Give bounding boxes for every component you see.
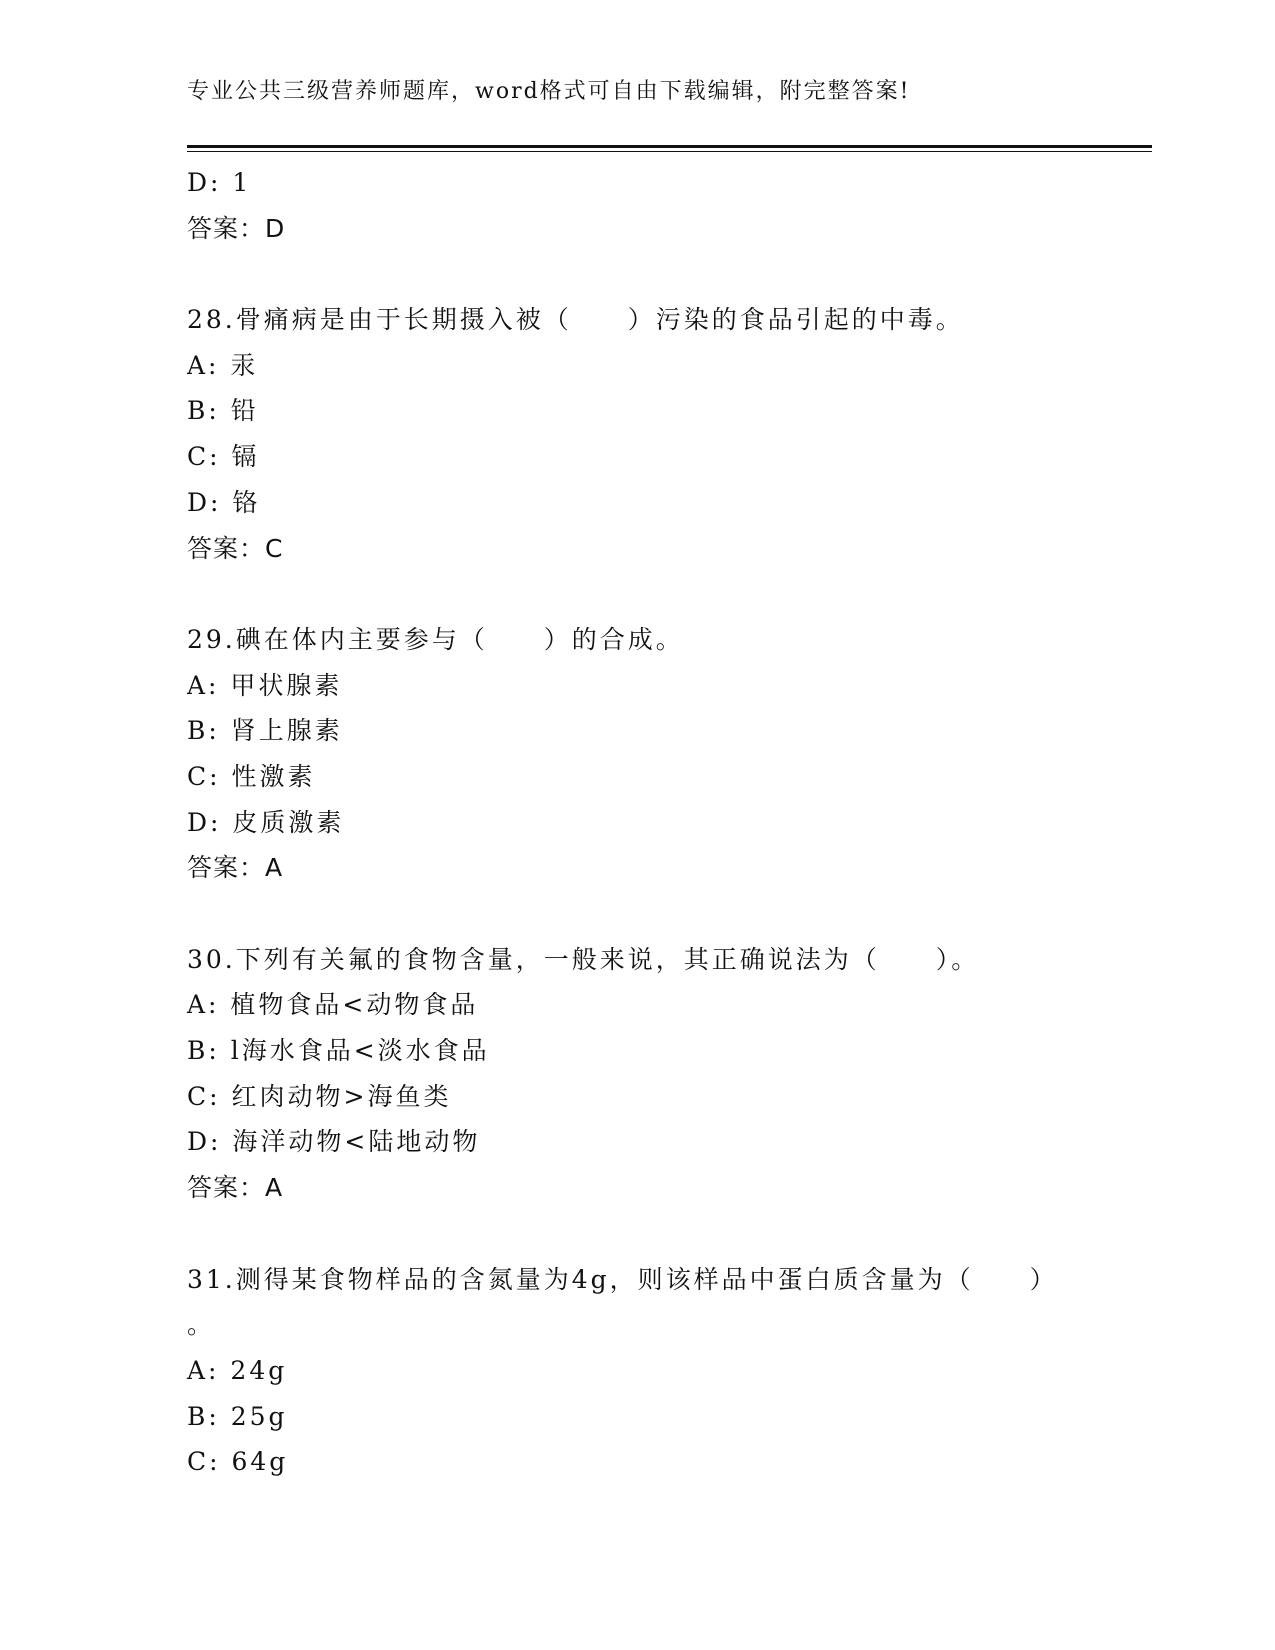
question-stem: 31.测得某食物样品的含氮量为4g，则该样品中蛋白质含量为（ ） [187,1264,1058,1294]
option-d: D: 铬 [187,487,261,517]
question-stem: 28.骨痛病是由于长期摄入被（ ）污染的食品引起的中毒。 [187,305,964,335]
question-30 [187,937,1152,1211]
answer-line: 答案：D [187,213,286,243]
answer-line: 答案：C [187,533,284,563]
option-a: A: 汞 [187,350,259,380]
header-rule-thin [187,151,1152,152]
spacer [187,1211,1152,1257]
option-c: C: 性激素 [187,761,316,791]
option-b: B: 铅 [187,396,259,426]
question-stem-continuation: 。 [187,1310,216,1340]
option-a: A: 植物食品<动物食品 [187,990,479,1020]
question-31 [187,1257,1152,1485]
option-a: A: 24g [187,1355,288,1385]
option-b: B: 25g [187,1401,288,1431]
spacer [187,571,1152,617]
option-b: B: 肾上腺素 [187,716,343,746]
option-d: D: 1 [187,168,252,197]
question-stem: 29.碘在体内主要参与（ ）的合成。 [187,624,684,654]
document-body [187,160,1152,1485]
answer-line: 答案：A [187,853,284,883]
option-c: C: 64g [187,1447,289,1477]
option-d: D: 海洋动物<陆地动物 [187,1127,481,1157]
question-29 [187,617,1152,891]
option-b: B: l海水食品<淡水食品 [187,1036,490,1066]
answer-line: 答案：A [187,1173,284,1203]
spacer [187,891,1152,937]
option-a: A: 甲状腺素 [187,670,343,700]
spacer [187,251,1152,297]
page-header: 专业公共三级营养师题库，word格式可自由下载编辑，附完整答案! [187,79,911,104]
option-c: C: 镉 [187,442,260,472]
question-27-tail [187,160,1152,251]
header-rule-thick [187,145,1152,148]
question-stem: 30.下列有关氟的食物含量，一般来说，其正确说法为（ ）。 [187,944,980,974]
question-28 [187,297,1152,571]
option-c: C: 红肉动物>海鱼类 [187,1081,452,1111]
option-d: D: 皮质激素 [187,807,345,837]
